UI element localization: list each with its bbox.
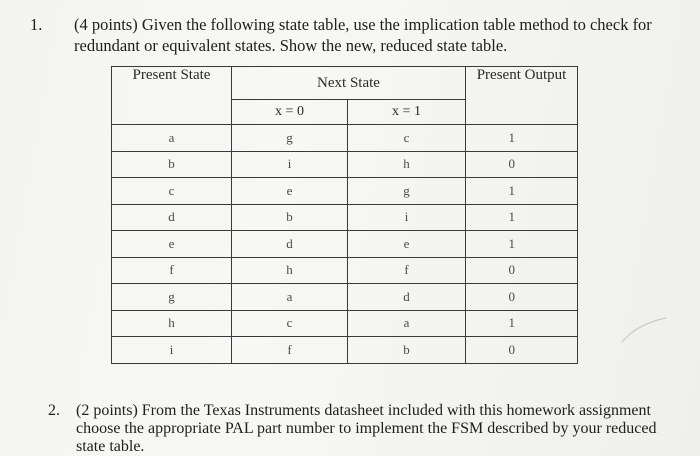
header-x1: x = 1 [348, 100, 466, 125]
table-row [112, 178, 578, 205]
question-2 [48, 402, 700, 456]
cell-output: 1 [466, 125, 578, 152]
table-header-row [112, 67, 578, 100]
question-1-text [74, 14, 695, 56]
cell-next-x0: f [232, 337, 348, 364]
cell-output: 0 [466, 284, 578, 311]
cell-state: i [112, 337, 232, 364]
cell-state: h [112, 310, 232, 337]
table-row [112, 337, 578, 364]
cell-next-x0: d [232, 231, 348, 258]
question-2-line-3: state table. [76, 438, 145, 455]
cell-state: e [112, 231, 232, 258]
question-1-line-2: redundant or equivalent states. Show the new, reduced state table. [74, 36, 508, 55]
table-row [112, 204, 578, 231]
table-row [112, 151, 578, 178]
cell-next-x0: c [232, 310, 348, 337]
cell-next-x0: a [232, 284, 348, 311]
cell-output: 1 [466, 178, 578, 205]
cell-next-x1: f [348, 257, 466, 284]
cell-state: a [112, 125, 232, 152]
cell-next-x1: a [348, 310, 466, 337]
cell-output: 0 [466, 151, 578, 178]
cell-next-x1: i [348, 204, 466, 231]
question-2-line-2: choose the appropriate PAL part number to implement the FSM described by your reduced [76, 420, 657, 437]
cell-output: 1 [466, 231, 578, 258]
cell-output: 1 [466, 204, 578, 231]
cell-state: g [112, 284, 232, 311]
question-1 [30, 14, 695, 56]
cell-next-x0: i [232, 151, 348, 178]
header-x0: x = 0 [232, 100, 348, 125]
cell-next-x0: h [232, 257, 348, 284]
header-present-output: Present Output [466, 67, 578, 125]
cell-state: c [112, 178, 232, 205]
table-row [112, 310, 578, 337]
cell-state: d [112, 204, 232, 231]
cell-output: 0 [466, 257, 578, 284]
table-row [112, 125, 578, 152]
table-row [112, 231, 578, 258]
cell-next-x0: g [232, 125, 348, 152]
cell-next-x1: e [348, 231, 466, 258]
table-row [112, 257, 578, 284]
cell-next-x1: h [348, 151, 466, 178]
table-row [112, 284, 578, 311]
question-2-text [76, 402, 700, 456]
cell-next-x0: b [232, 204, 348, 231]
header-present-state: Present State [112, 67, 232, 125]
question-1-number: 1. [30, 15, 43, 34]
cell-next-x1: d [348, 284, 466, 311]
cell-next-x1: c [348, 125, 466, 152]
cell-output: 1 [466, 310, 578, 337]
cell-state: f [112, 257, 232, 284]
cell-next-x0: e [232, 178, 348, 205]
pen-stroke-mark [620, 316, 668, 344]
cell-output: 0 [466, 337, 578, 364]
header-next-state: Next State [232, 67, 466, 100]
cell-next-x1: g [348, 178, 466, 205]
question-2-line-1: (2 points) From the Texas Instruments datasheet included with this homework assignment [76, 402, 651, 419]
cell-state: b [112, 151, 232, 178]
state-table [111, 66, 578, 364]
cell-next-x1: b [348, 337, 466, 364]
question-1-line-1: (4 points) Given the following state table, use the implication table method to check for [74, 15, 652, 34]
question-2-number: 2. [48, 402, 60, 419]
